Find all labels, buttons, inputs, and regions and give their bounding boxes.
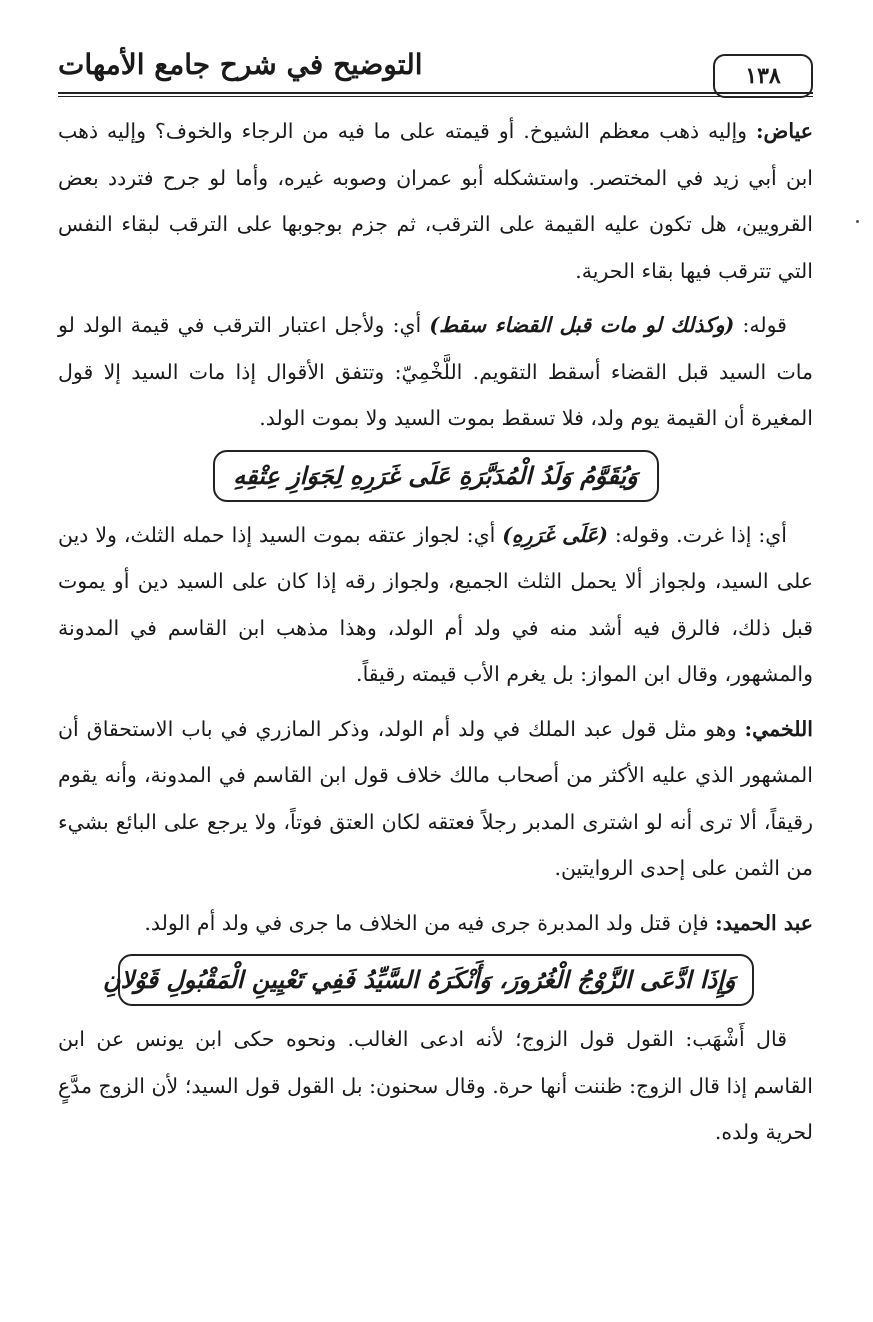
matn-box-1: وَيُقَوَّمُ وَلَدُ الْمُدَبَّرَةِ عَلَى غَرَرِهِ لِجَوَازِ عِتْقِهِ bbox=[213, 450, 659, 502]
paragraph-lead: اللخمي: bbox=[744, 716, 813, 741]
paragraph-text: أي: لجواز عتقه بموت السيد إذا حمله الثلث، ولا دين على السيد، ولجواز ألا يحمل الثلث الجميع، ولجواز رقه إذا كان على السيد دين أو يموت قبل ذلك، فالرق فيه أشد منه في ولد أم الولد، وهذا مذهب ابن القاسم في المدونة والمشهور، وقال ابن المواز: بل يغرم الأب قيمته رقيقاً. bbox=[58, 522, 813, 686]
paragraph-text: فإن قتل ولد المدبرة جرى فيه من الخلاف ما جرى في ولد أم الولد. bbox=[144, 910, 716, 935]
header-rule-thin bbox=[58, 96, 813, 97]
paragraph-intro: قوله: bbox=[734, 313, 787, 337]
paragraph-text: قال أَشْهَب: القول قول الزوج؛ لأنه ادعى الغالب. ونحوه حكى ابن يونس عن ابن القاسم إذا قال الزوج: ظننت أنها حرة. وقال سحنون: بل القول قول السيد؛ لأن الزوج مدَّعٍ لحرية ولده. bbox=[58, 1027, 813, 1144]
paragraph-text: وإليه ذهب معظم الشيوخ. أو قيمته على ما فيه من الرجاء والخوف؟ وإليه ذهب ابن أبي زيد في المختصر. واستشكله أبو عمران وصوبه غيره، وأما لو جرح فتردد بعض القرويين، هل تكون عليه القيمة على الترقب، ثم جزم بوجوبها على الترقب لبقاء النفس التي تترقب فيها بقاء الحرية. bbox=[58, 119, 813, 283]
paragraph-lead: عياض: bbox=[755, 119, 813, 143]
page-header bbox=[58, 40, 813, 96]
paragraph-intro: أي: إذا غرت. وقوله: bbox=[607, 522, 787, 547]
quoted-matn: (وكذلك لو مات قبل القضاء سقط) bbox=[429, 313, 735, 337]
paragraph-commentary-2 bbox=[58, 512, 813, 698]
paragraph-lakhmi bbox=[58, 706, 813, 892]
paragraph-text: أي: ولأجل اعتبار الترقب في قيمة الولد لو مات السيد قبل القضاء أسقط التقويم. اللَّخْمِيّ: وتتفق الأقوال إذا مات السيد إلا قول المغيرة أن القيمة يوم ولد، فلا تسقط بموت السيد ولا بموت الولد. bbox=[58, 313, 813, 430]
page-number: ١٣٨ bbox=[713, 54, 813, 98]
paragraph-lead: عبد الحميد: bbox=[715, 910, 813, 935]
book-page bbox=[58, 40, 813, 1280]
quoted-matn: (عَلَى غَرَرِهِ) bbox=[502, 522, 608, 547]
paragraph-abd-al-hamid bbox=[58, 900, 813, 947]
paragraph-ashhab bbox=[58, 1016, 813, 1156]
paragraph-text: وهو مثل قول عبد الملك في ولد أم الولد، وذكر المازري في باب الاستحقاق أن المشهور الذي عليه الأكثر من أصحاب مالك خلاف قول ابن القاسم في المدونة، وأنه يقوم رقيقاً، ألا ترى أنه لو اشترى المدبر رجلاً فعتقه لكان العتق فوتاً، ولا يرجع على البائع بشيء من الثمن على إحدى الروايتين. bbox=[58, 716, 813, 880]
book-title: التوضيح في شرح جامع الأمهات bbox=[58, 48, 423, 81]
matn-box-2: وَإِذَا ادَّعَى الزَّوْجُ الْغُرُورَ، وَأَنْكَرَهُ السَّيِّدُ فَفِي تَعْيِينِ الْمَقْبُولِ قَوْلانِ bbox=[118, 954, 754, 1006]
paragraph-commentary-1 bbox=[58, 302, 813, 442]
stray-mark bbox=[856, 220, 859, 223]
page-body bbox=[58, 108, 813, 1156]
paragraph-iyad bbox=[58, 108, 813, 294]
header-rule bbox=[58, 92, 813, 94]
